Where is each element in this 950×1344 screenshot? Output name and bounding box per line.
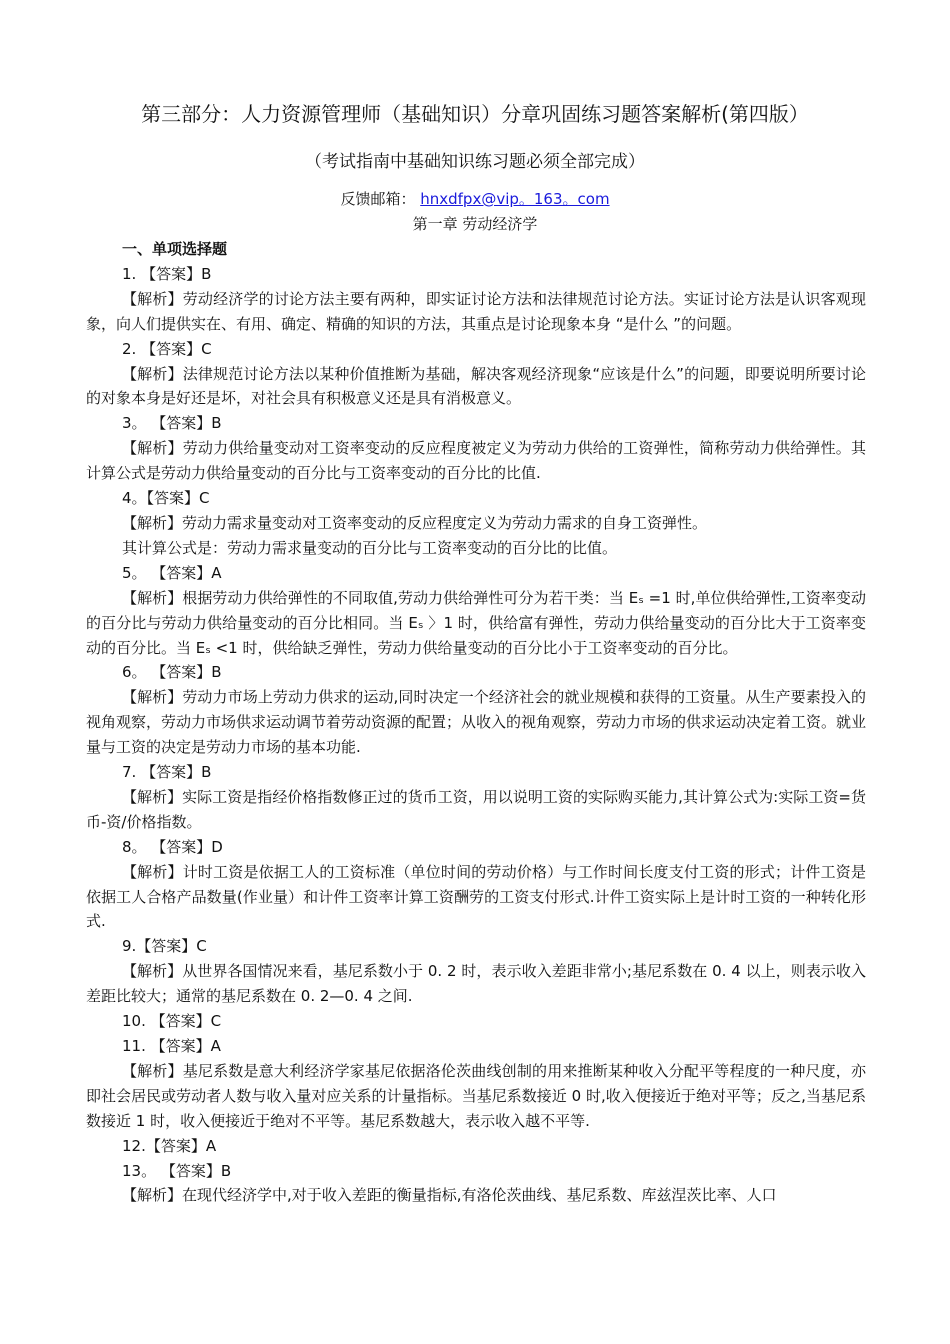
answer-line: 8。 【答案】D [122, 837, 223, 856]
page-subtitle: （考试指南中基础知识练习题必须全部完成） [305, 152, 645, 172]
explanation: 【解析】劳动力供给量变动对工资率变动的反应程度被定义为劳动力供给的工资弹性，简称劳动力供给弹性。其计算公式是劳动力供给量变动的百分比与工资率变动的百分比的比值. [86, 439, 866, 483]
answer-body [86, 237, 866, 1208]
answer-line: 5。 【答案】A [122, 563, 222, 582]
explanation: 【解析】劳动力市场上劳动力供求的运动,同时决定一个经济社会的就业规模和获得的工资量。从生产要素投入的视角观察，劳动力市场供求运动调节着劳动资源的配置；从收入的视角观察，劳动力市场的供求运动决定着工资。就业量与工资的决定是劳动力市场的基本功能. [86, 688, 867, 757]
explanation: 【解析】从世界各国情况来看，基尼系数小于 0. 2 时，表示收入差距非常小;基尼系数在 0. 4 以上，则表示收入差距比较大；通常的基尼系数在 0. 2—0. 4 之间. [86, 962, 866, 1006]
answer-line: 10. 【答案】C [122, 1012, 222, 1031]
explanation: 【解析】计时工资是依据工人的工资标准（单位时间的劳动价格）与工作时间长度支付工资的形式；计件工资是依据工人合格产品数量(作业量）和计件工资率计算工资酬劳的工资支付形式.计件工资实际上是计时工资的一种转化形式. [86, 862, 866, 931]
feedback-line [0, 187, 950, 211]
explanation: 【解析】劳动力需求量变动对工资率变动的反应程度定义为劳动力需求的自身工资弹性。 [122, 513, 708, 532]
explanation: 【解析】劳动经济学的讨论方法主要有两种，即实证讨论方法和法律规范讨论方法。实证讨论方法是认识客观现象，向人们提供实在、有用、确定、精确的知识的方法，其重点是讨论现象本身 “是什么 ”的问题。 [86, 289, 866, 333]
answer-line: 7. 【答案】B [122, 763, 212, 782]
chapter-heading: 第一章 劳动经济学 [412, 215, 538, 233]
answer-line: 12.【答案】A [122, 1136, 217, 1155]
answer-line: 2. 【答案】C [122, 339, 212, 358]
answer-line: 4。【答案】C [122, 489, 210, 508]
answer-line: 9.【答案】C [122, 937, 207, 956]
feedback-email-link[interactable]: hnxdfpx@vip。163。com [420, 190, 610, 208]
answer-line: 11. 【答案】A [122, 1037, 221, 1055]
explanation: 【解析】根据劳动力供给弹性的不同取值,劳动力供给弹性可分为若干类：当 Eₛ =1 时,单位供给弹性,工资率变动的百分比与劳动力供给量变动的百分比相同。当 Eₛ 〉1 时，供给富有弹性，劳动力供给量变动的百分比大于工资率变动的百分比。当 Eₛ <1 时，供给缺乏弹性，劳动力供给量变动的百分比小于工资率变动的百分比。 [86, 588, 866, 657]
explanation: 【解析】法律规范讨论方法以某种价值推断为基础，解决客观经济现象“应该是什么”的问题，即要说明所要讨论的对象本身是好还是坏，对社会具有积极意义还是具有消极意义。 [86, 364, 866, 408]
explanation: 【解析】实际工资是指经价格指数修正过的货币工资，用以说明工资的实际购买能力,其计算公式为:实际工资=货币-资/价格指数。 [86, 787, 866, 831]
explanation: 【解析】在现代经济学中,对于收入差距的衡量指标,有洛伦茨曲线、基尼系数、库兹涅茨比率、人口 [122, 1186, 777, 1205]
answer-line: 13。 【答案】B [122, 1161, 232, 1180]
answer-line: 3。 【答案】B [122, 414, 222, 433]
answer-line: 1. 【答案】B [122, 264, 212, 283]
explanation: 【解析】基尼系数是意大利经济学家基尼依据洛伦茨曲线创制的用来推断某种收入分配平等程度的一种尺度，亦即社会居民或劳动者人数与收入量对应关系的计量指标。当基尼系数接近 0 时,收入便接近于绝对平等；反之,当基尼系数接近 1 时，收入便接近于绝对不平等。基尼系数越大，表示收入越不平等. [86, 1061, 866, 1130]
page-title: 第三部分：人力资源管理师（基础知识）分章巩固练习题答案解析(第四版） [141, 102, 809, 126]
explanation-extra: 其计算公式是：劳动力需求量变动的百分比与工资率变动的百分比的比值。 [122, 538, 618, 557]
section-heading: 一、单项选择题 [122, 240, 228, 258]
feedback-label: 反馈邮箱： [340, 190, 416, 208]
answer-line: 6。 【答案】B [122, 663, 222, 682]
